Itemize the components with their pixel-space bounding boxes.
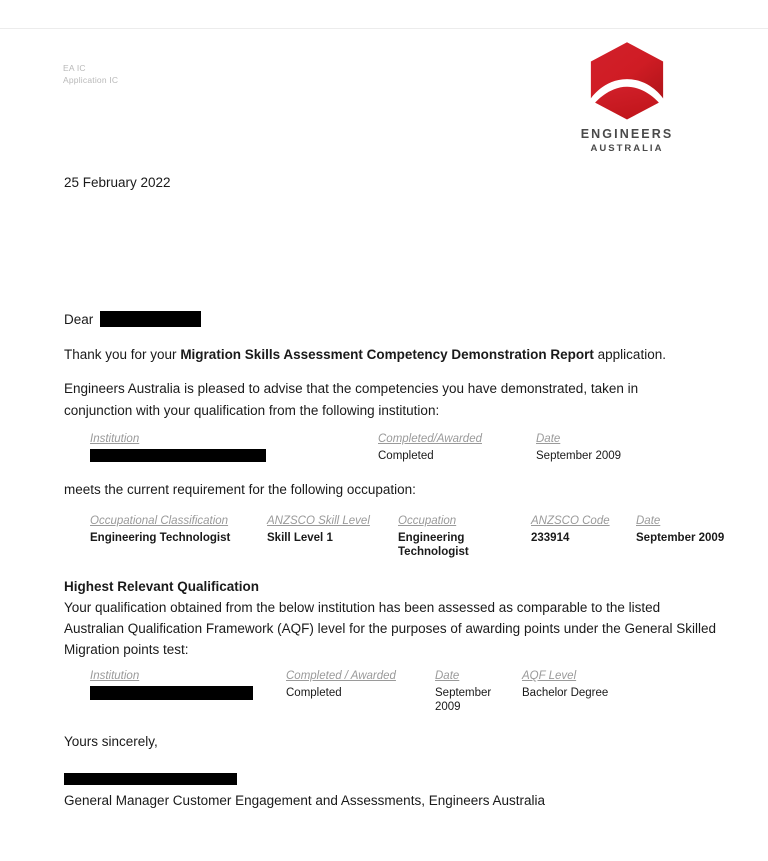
occupation-table-column-date xyxy=(636,514,731,545)
column-header: Date xyxy=(536,433,561,445)
salutation-greeting: Dear xyxy=(64,311,94,327)
column-header: Date xyxy=(435,670,460,682)
institution-table-column-date xyxy=(536,432,716,463)
thanks-suffix: application. xyxy=(593,347,666,362)
occupation-table xyxy=(90,514,750,564)
redaction-bar-signatory-name xyxy=(64,773,237,785)
redaction-bar-recipient-name xyxy=(100,311,201,327)
column-header: ANZSCO Skill Level xyxy=(267,515,370,527)
column-header: ANZSCO Code xyxy=(531,515,610,527)
aqf-table-column-date xyxy=(435,669,515,714)
logo-sub-wordmark: AUSTRALIA xyxy=(590,143,664,154)
thanks-prefix: Thank you for your xyxy=(64,347,181,362)
column-header: Institution xyxy=(90,670,140,682)
column-value: September 2009 xyxy=(435,687,492,713)
occupation-table-column-classification xyxy=(90,514,260,545)
column-value: Completed xyxy=(378,450,434,462)
aqf-table xyxy=(90,669,750,719)
engineers-australia-logo xyxy=(568,38,686,154)
scan-rule-divider xyxy=(0,28,768,29)
signoff-closing: Yours sincerely, xyxy=(64,734,158,749)
column-value: September 2009 xyxy=(636,532,725,544)
column-header: Occupation xyxy=(398,515,457,527)
column-header: Date xyxy=(636,515,661,527)
column-value: Engineering Technologist xyxy=(398,532,469,558)
signature-block xyxy=(64,770,237,788)
section-heading-highest-relevant-qualification: Highest Relevant Qualification xyxy=(64,579,260,594)
redaction-bar-institution-name xyxy=(90,449,266,462)
column-value: Bachelor Degree xyxy=(522,687,609,699)
column-header: AQF Level xyxy=(522,670,577,682)
column-value: September 2009 xyxy=(536,450,622,462)
engineers-australia-hexagon-icon xyxy=(585,38,669,122)
institution-table xyxy=(90,432,730,472)
logo-wordmark: ENGINEERS xyxy=(580,127,674,141)
column-header: Occupational Classification xyxy=(90,515,229,527)
letter-date: 25 February 2022 xyxy=(64,175,171,190)
occupation-table-column-anzsco-code xyxy=(531,514,631,545)
signatory-title: General Manager Customer Engagement and Assessments, Engineers Australia xyxy=(64,793,546,808)
redaction-bar-qualification-institution xyxy=(90,686,253,700)
column-header: Completed/Awarded xyxy=(378,433,482,445)
paragraph-advise: Engineers Australia is pleased to advise that the competencies you have demonstrated, taken in conjunction with your qualification from the following institution: xyxy=(64,381,639,418)
institution-table-column-institution xyxy=(90,432,360,463)
aqf-table-column-completed xyxy=(286,669,421,700)
column-value: 233914 xyxy=(531,532,570,544)
reference-block xyxy=(63,62,118,86)
salutation xyxy=(64,311,201,327)
institution-table-column-completed xyxy=(378,432,528,463)
paragraph-meets-requirement: meets the current requirement for the following occupation: xyxy=(64,482,416,497)
aqf-table-column-aqf-level xyxy=(522,669,672,700)
column-header: Completed / Awarded xyxy=(286,670,396,682)
paragraph-thank-you xyxy=(64,344,744,366)
ea-id-line: EA IC xyxy=(63,63,86,73)
occupation-table-column-occupation xyxy=(398,514,508,559)
paragraph-qualification-body: Your qualification obtained from the below institution has been assessed as comparable to the listed Australian Qualification Framework (AQF) level for the purposes of awarding points under the General Skilled Migration points test: xyxy=(64,600,717,657)
thanks-report-name: Migration Skills Assessment Competency Demonstration Report xyxy=(180,347,594,362)
application-id-line: Application IC xyxy=(63,75,119,85)
column-value: Completed xyxy=(286,687,342,699)
column-value: Engineering Technologist xyxy=(90,532,231,544)
column-value: Skill Level 1 xyxy=(267,532,333,544)
column-header: Institution xyxy=(90,433,140,445)
occupation-table-column-skill-level xyxy=(267,514,392,545)
